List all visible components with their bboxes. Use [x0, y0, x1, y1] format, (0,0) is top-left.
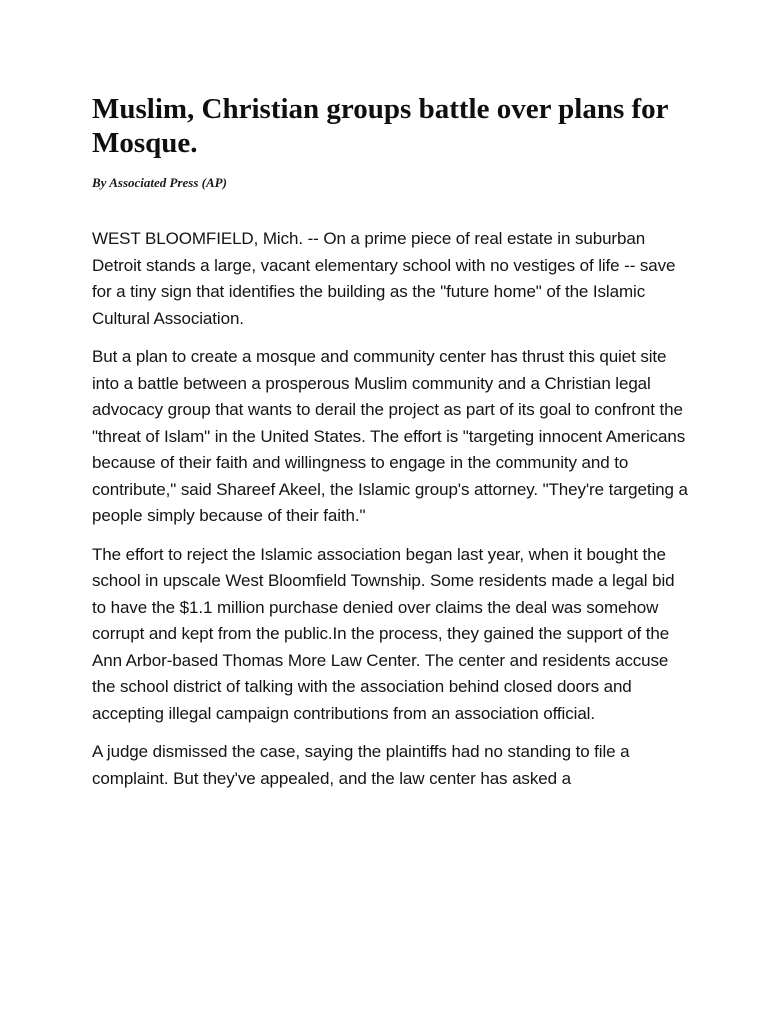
article-byline: By Associated Press (AP)	[92, 175, 227, 190]
article-body	[92, 226, 688, 792]
article-title: Muslim, Christian groups battle over plans for Mosque.	[92, 93, 669, 159]
article-paragraph-1: WEST BLOOMFIELD, Mich. -- On a prime piece of real estate in suburban Detroit stands a large, vacant elementary school with no vestiges of life -- save for a tiny sign that identifies the building as the "future home" of the Islamic Cultural Association.	[92, 229, 676, 328]
article-paragraph-4: A judge dismissed the case, saying the plaintiffs had no standing to file a complaint. But they've appealed, and the law center has asked a	[92, 742, 630, 788]
article-paragraph-3: The effort to reject the Islamic association began last year, when it bought the school in upscale West Bloomfield Township. Some residents made a legal bid to have the $1.1 million purchase denied over claims the deal was somehow corrupt and kept from the public.In the process, they gained the support of the Ann Arbor-based Thomas More Law Center. The center and residents accuse the school district of talking with the association behind closed doors and accepting illegal campaign contributions from an association official.	[92, 544, 675, 723]
article-paragraph-2: But a plan to create a mosque and community center has thrust this quiet site into a battle between a prosperous Muslim community and a Christian legal advocacy group that wants to derail the project as part of its goal to confront the "threat of Islam" in the United States. The effort is "targeting innocent Americans because of their faith and willingness to engage in the community and to contribute," said Shareef Akeel, the Islamic group's attorney. "They're targeting a people simply because of their faith."	[92, 347, 688, 525]
